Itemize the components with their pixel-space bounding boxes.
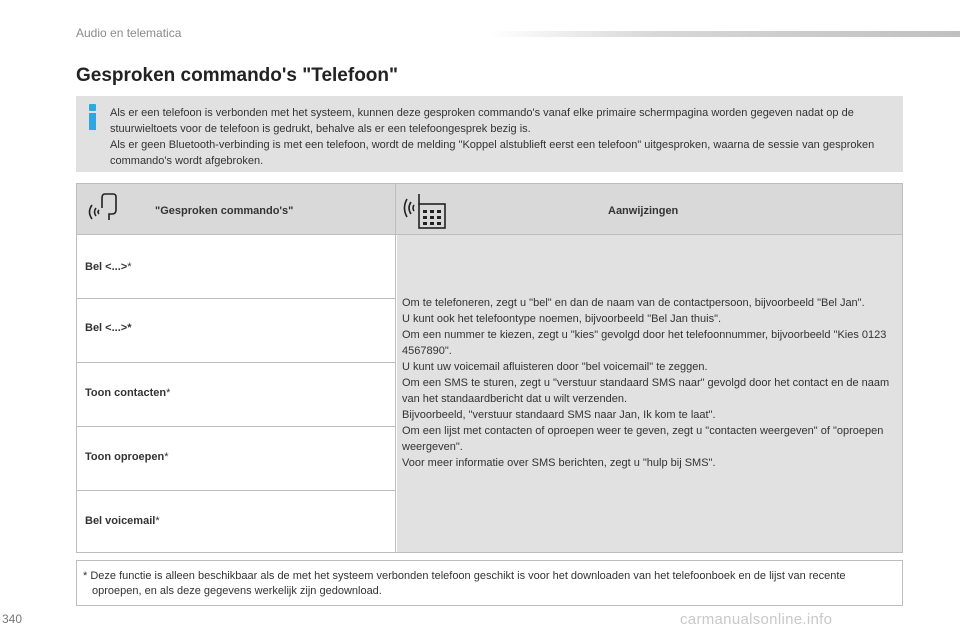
column-header-hints xyxy=(397,184,902,235)
table-row xyxy=(77,491,396,552)
header-rule xyxy=(490,31,960,37)
footnote-box xyxy=(76,560,903,606)
watermark: carmanualsonline.info xyxy=(680,611,833,628)
command-label: Toon contacten* xyxy=(85,387,171,399)
info-icon xyxy=(86,102,100,130)
section-title: Audio en telematica xyxy=(76,26,182,40)
column-label: "Gesproken commando's" xyxy=(155,205,294,217)
hint-line: Om een lijst met contacten of oproepen weer te geven, zegt u "contacten weergeven" of "oproepen weergeven". xyxy=(402,425,884,453)
page-title: Gesproken commando's "Telefoon" xyxy=(76,65,399,86)
voice-guide-icon xyxy=(403,190,449,230)
column-label: Aanwijzingen xyxy=(608,205,679,217)
table-row xyxy=(77,427,396,491)
commands-column xyxy=(77,235,396,552)
hint-line: Om te telefoneren, zegt u "bel" en dan de naam van de contactpersoon, bijvoorbeeld "Bel Jan". xyxy=(402,297,865,309)
info-line: Als er een telefoon is verbonden met het systeem, kunnen deze gesproken commando's vanaf elke primaire schermpagina worden gegeven nadat op de stuurwieltoets voor de telefoon is gedrukt, behalve als er een telefoongesprek bezig is. xyxy=(110,107,854,135)
page-number: 340 xyxy=(2,612,23,626)
hint-line: Om een SMS te sturen, zegt u "verstuur standaard SMS naar" gevolgd door het contact en de naam van het standaardbericht dat u wilt verzenden. xyxy=(402,377,890,405)
hint-text xyxy=(402,295,897,471)
info-box xyxy=(76,96,903,172)
hints-column xyxy=(397,235,902,552)
hint-line: Om een nummer te kiezen, zegt u "kies" gevolgd door het telefoonnummer, bijvoorbeeld "Kies 0123 4567890". xyxy=(402,329,887,357)
table-row xyxy=(77,299,396,363)
command-label: Bel <...>* xyxy=(85,261,132,273)
info-line: Als er geen Bluetooth-verbinding is met een telefoon, wordt de melding "Koppel alstublieft eerst een telefoon" uitgesproken, waarna de sessie van gesproken commando's wordt afgebroken. xyxy=(110,139,875,167)
command-label: Toon oproepen* xyxy=(85,451,169,463)
commands-table xyxy=(76,183,903,553)
table-header xyxy=(77,184,902,235)
page-header xyxy=(0,0,960,44)
voice-command-icon xyxy=(85,190,119,226)
command-label: Bel <...>* xyxy=(85,322,132,334)
column-header-commands xyxy=(77,184,396,235)
hint-line: Bijvoorbeeld, "verstuur standaard SMS naar Jan, Ik kom te laat". xyxy=(402,409,716,421)
table-row xyxy=(77,363,396,427)
hint-line: Voor meer informatie over SMS berichten, zegt u "hulp bij SMS". xyxy=(402,457,716,469)
table-row xyxy=(77,235,396,299)
footnote-text: * Deze functie is alleen beschikbaar als de met het systeem verbonden telefoon geschikt is voor het downloaden van het telefoonboek en de lijst van recente oproepen, en als deze gegevens werkelijk zijn gedownload. xyxy=(83,570,846,597)
hint-line: U kunt uw voicemail afluisteren door "bel voicemail" te zeggen. xyxy=(402,361,708,373)
hint-line: U kunt ook het telefoontype noemen, bijvoorbeeld "Bel Jan thuis". xyxy=(402,313,722,325)
info-text xyxy=(110,105,895,169)
command-label: Bel voicemail* xyxy=(85,515,160,527)
